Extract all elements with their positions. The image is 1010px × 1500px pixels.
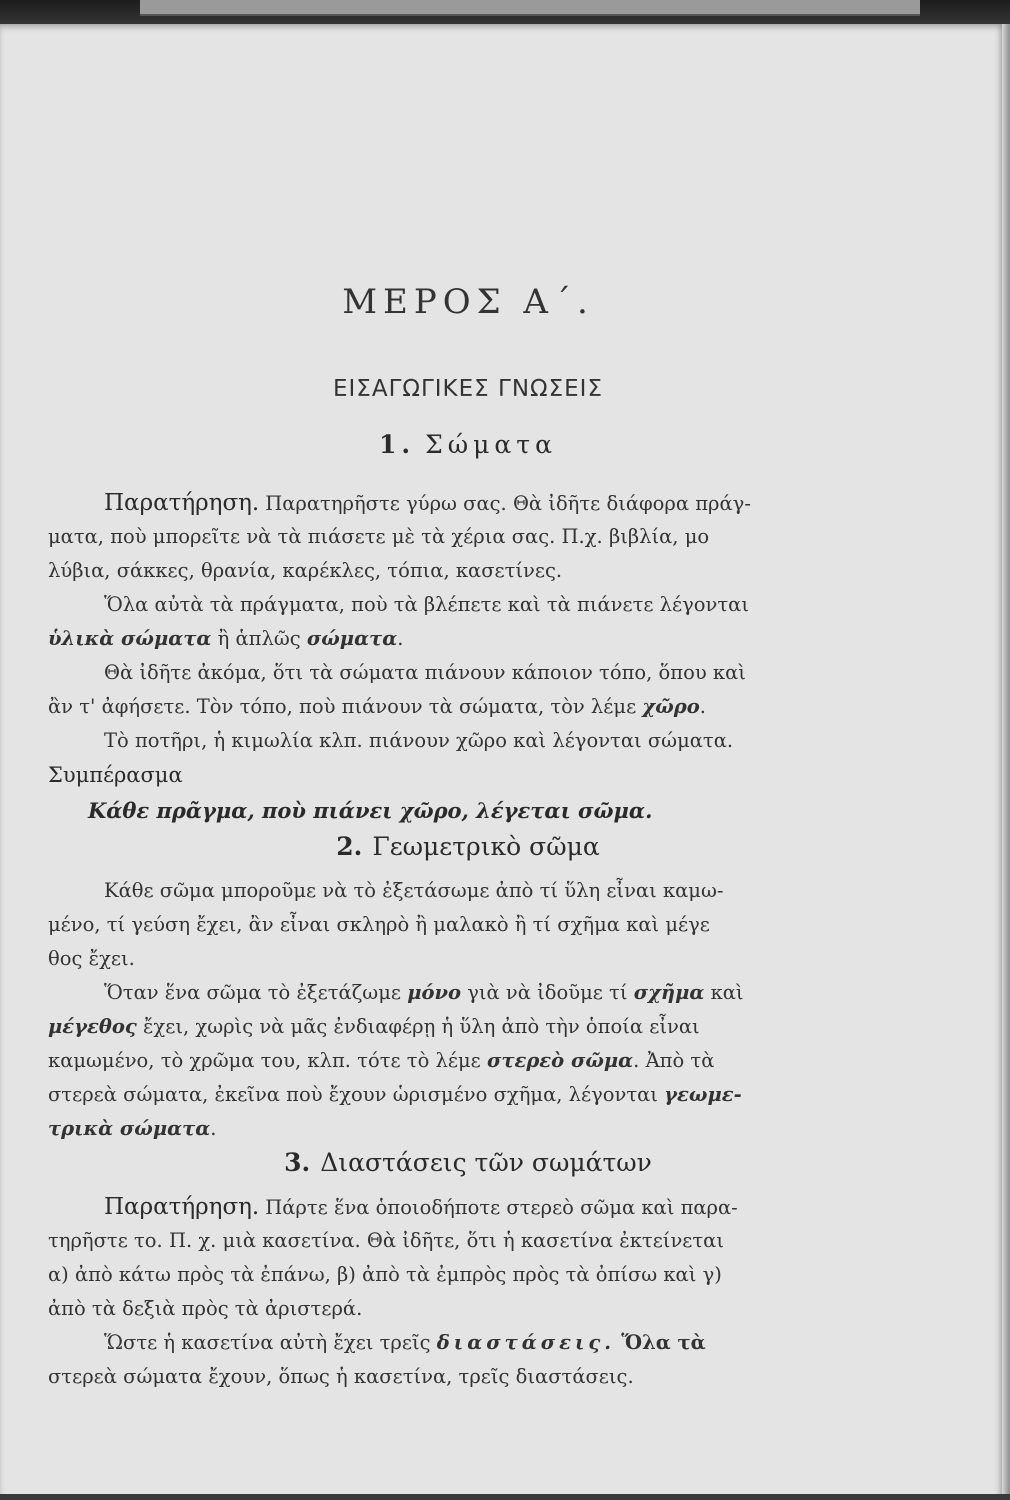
book-page — [0, 24, 1004, 1500]
paragraph-line: στερεὰ σώματα ἔχουν, ὅπως ἡ κασετίνα, τρεῖς διαστάσεις. — [48, 1365, 634, 1388]
paragraph-line: Θὰ ἰδῆτε ἀκόμα, ὅτι τὰ σώματα πιάνουν κάποιον τόπο, ὅπου καὶ — [104, 661, 746, 684]
section-3-title: Διαστάσεις τῶν σωμάτων — [320, 1148, 652, 1177]
section-1-number: 1. — [378, 430, 416, 459]
term: διαστάσεις. — [436, 1331, 616, 1354]
part-title: ΜΕΡΟΣ Α΄. — [342, 282, 594, 322]
section-2-heading — [48, 832, 888, 861]
paragraph-line: τηρῆστε το. Π. χ. μιὰ κασετίνα. Θὰ ἰδῆτε, ὅτι ἡ κασετίνα ἐκτείνεται — [48, 1229, 724, 1252]
paragraph-line — [48, 1326, 888, 1360]
observation-label: Παρατήρηση. — [104, 1194, 260, 1220]
paragraph-line — [48, 1078, 888, 1112]
text-line: Πάρτε ἕνα ὁποιοδήποτε στερεὸ σῶμα καὶ παρα- — [265, 1196, 738, 1219]
paragraph-line — [48, 690, 888, 724]
text: . — [210, 1117, 217, 1140]
observation-label: Παρατήρηση. — [104, 490, 260, 516]
term: γεωμε- — [664, 1083, 742, 1106]
paragraph-line: α) ἀπὸ κάτω πρὸς τὰ ἐπάνω, β) ἀπὸ τὰ ἐμπρὸς πρὸς τὰ ὀπίσω καὶ γ) — [48, 1263, 722, 1286]
text: καὶ — [710, 981, 744, 1004]
text: Ὅταν ἕνα σῶμα τὸ ἐξετάζωμε — [104, 981, 401, 1004]
section-3-body — [48, 1190, 888, 1394]
paragraph-line: ματα, ποὺ μπορεῖτε νὰ τὰ πιάσετε μὲ τὰ χέρια σας. Π.χ. βιβλία, μο — [48, 525, 710, 548]
text: ἂν τ' ἀφήσετε. Τὸν τόπο, ποὺ πιάνουν τὰ σώματα, τὸν λέμε — [48, 695, 637, 718]
page-bottom-edge — [0, 1494, 1010, 1500]
paragraph-line — [48, 1044, 888, 1078]
section-1-title: Σώματα — [425, 430, 557, 459]
paragraph-line — [48, 976, 888, 1010]
section-1-body — [48, 486, 888, 830]
term: χῶρο — [642, 695, 700, 718]
text: ἢ ἁπλῶς — [217, 627, 301, 650]
text: Ὥστε ἡ κασετίνα αὐτὴ ἔχει τρεῖς — [104, 1331, 431, 1354]
text: . Ἀπὸ τὰ — [633, 1049, 715, 1072]
section-2-number: 2. — [336, 832, 363, 861]
term: στερεὸ σῶμα — [486, 1049, 634, 1072]
text: καμωμένο, τὸ χρῶμα του, κλπ. τότε τὸ λέμε — [48, 1049, 481, 1072]
term: σώματα — [306, 627, 398, 650]
paragraph-line — [48, 486, 888, 520]
paragraph-line: λύβια, σάκκες, θρανία, καρέκλες, τόπια, κασετίνες. — [48, 559, 563, 582]
text-line: Παρατηρῆστε γύρω σας. Θὰ ἰδῆτε διάφορα πράγ- — [265, 492, 751, 515]
paragraph-line: Ὅλα αὐτὰ τὰ πράγματα, ποὺ τὰ βλέπετε καὶ τὰ πιάνετε λέγονται — [104, 593, 749, 616]
conclusion-label: Συμπέρασμα — [48, 763, 183, 787]
term: σχῆμα — [633, 981, 705, 1004]
term: τρικὰ σώματα — [48, 1117, 211, 1140]
rule-statement: Κάθε πρᾶγμα, ποὺ πιάνει χῶρο, λέγεται σῶμα. — [88, 798, 653, 823]
page-right-edge — [1002, 24, 1010, 1500]
book-binding-bar — [140, 0, 920, 16]
intro-title: ΕΙΣΑΓΩΓΙΚΕΣ ΓΝΩΣΕΙΣ — [332, 376, 603, 402]
paragraph-line: θος ἔχει. — [48, 947, 135, 970]
text: . — [397, 627, 404, 650]
paragraph-line: ἀπὸ τὰ δεξιὰ πρὸς τὰ ἀριστερά. — [48, 1297, 363, 1320]
text: ἔχει, χωρὶς νὰ μᾶς ἐνδιαφέρῃ ἡ ὕλη ἀπὸ τὴν ὁποία εἶναι — [142, 1015, 700, 1038]
paragraph-line — [48, 1190, 888, 1224]
paragraph-line: Τὸ ποτῆρι, ἡ κιμωλία κλπ. πιάνουν χῶρο καὶ λέγονται σώματα. — [104, 729, 734, 752]
term: ὑλικὰ σώματα — [48, 627, 212, 650]
section-3-heading — [48, 1148, 888, 1177]
text: Ὅλα τὰ — [621, 1331, 706, 1354]
section-2-body — [48, 874, 888, 1146]
paragraph-line — [48, 622, 888, 656]
text: στερεὰ σώματα, ἐκεῖνα ποὺ ἔχουν ὡρισμένο σχῆμα, λέγονται — [48, 1083, 658, 1106]
text: γιὰ νὰ ἰδοῦμε τί — [467, 981, 628, 1004]
paragraph-line — [48, 1010, 888, 1044]
term: μόνο — [407, 981, 462, 1004]
text: . — [699, 695, 706, 718]
paragraph-line: μένο, τί γεύση ἔχει, ἂν εἶναι σκληρὸ ἢ μαλακὸ ἢ τί σχῆμα καὶ μέγε — [48, 913, 710, 936]
term: μέγεθος — [48, 1015, 137, 1038]
section-3-number: 3. — [284, 1148, 311, 1177]
paragraph-line: Κάθε σῶμα μποροῦμε νὰ τὸ ἐξετάσωμε ἀπὸ τί ὕλη εἶναι καμω- — [104, 879, 724, 902]
section-2-title: Γεωμετρικὸ σῶμα — [372, 832, 600, 861]
paragraph-line — [48, 1112, 888, 1146]
section-1-heading — [48, 430, 888, 459]
